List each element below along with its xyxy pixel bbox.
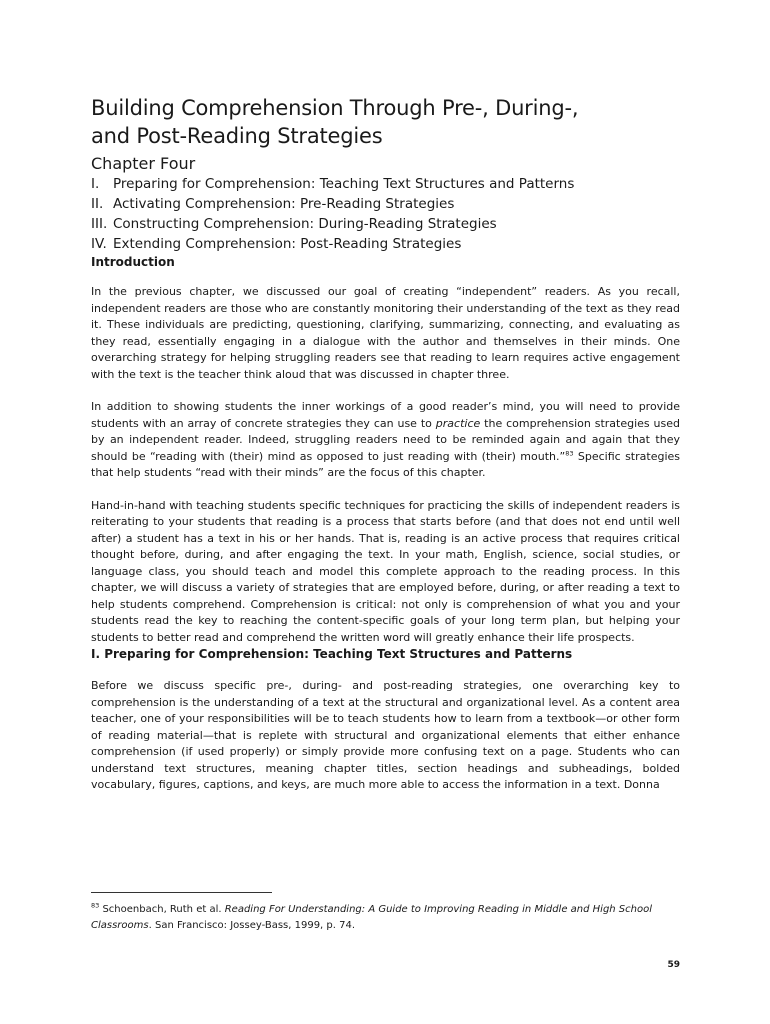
page-number: 59 <box>667 960 680 970</box>
footnote-publication: . San Francisco: Jossey-Bass, 1999, p. 74. <box>148 920 356 931</box>
outline-item <box>91 174 680 194</box>
paragraph-2-text-a: In addition to showing students the inner workings of a good reader’s mind, you will need to provide students with an array of concrete strategies they can use to <box>91 400 680 430</box>
footnote-ref[interactable]: 83 <box>565 448 574 457</box>
footnote-title: Reading For Understanding: A Guide to Improving Reading in Middle and High School Classrooms <box>91 904 653 931</box>
outline-item <box>91 194 680 214</box>
title-line-1: Building Comprehension Through Pre-, During-, <box>91 96 579 120</box>
section-1-heading: I. Preparing for Comprehension: Teaching Text Structures and Patterns <box>91 647 573 661</box>
footnote-number: 83 <box>91 901 100 910</box>
chapter-label: Chapter Four <box>91 154 196 173</box>
footnote <box>91 902 680 934</box>
outline-number: III. <box>91 216 108 232</box>
paragraph-2-text-c: Specific strategies that help students “read with their minds” are the focus of this chapter. <box>91 449 680 479</box>
paragraph-1: In the previous chapter, we discussed our goal of creating “independent” readers. As you recall, independent readers are those who are constantly monitoring their understanding of the text as they read it. These individuals are predicting, questioning, clarifying, summarizing, connecting, and evaluating as they read, essentially engaging in a dialogue with the author and themselves in their minds. One overarching strategy for helping struggling readers see that reading to learn requires active engagement with the text is the teacher think aloud that was discussed in chapter three. <box>91 285 680 381</box>
paragraph-2-text-b: the comprehension strategies used by an independent reader. Indeed, struggling readers need to be reminded again and again that they should be “reading with (their) mind as opposed to just reading with (their) mouth.” <box>91 416 680 463</box>
paragraph-3: Hand-in-hand with teaching students specific techniques for practicing the skills of independent readers is reiterating to your students that reading is a process that starts before (and that does not end until well after) a student has a text in his or her hands. That is, reading is an active process that requires critical thought before, during, and after engaging the text. In your math, English, science, social studies, or language class, you should teach and model this complete approach to the reading process. In this chapter, we will discuss a variety of strategies that are employed before, during, or after reading a text to help students comprehend. Comprehension is critical: not only is comprehension of what you and your students read the key to reaching the content-specific goals of your long term plan, but helping your students to better read and comprehend the written word will greatly enhance their life prospects. <box>91 498 680 644</box>
footnote-divider <box>91 892 272 893</box>
outline-number: I. <box>91 176 100 192</box>
outline-number: IV. <box>91 236 107 252</box>
footnote-author: Schoenbach, Ruth et al. <box>99 904 225 915</box>
outline-text: Extending Comprehension: Post-Reading Strategies <box>113 236 462 252</box>
outline-text: Constructing Comprehension: During-Reading Strategies <box>113 216 497 232</box>
introduction-heading: Introduction <box>91 255 175 269</box>
page-content <box>91 94 680 794</box>
outline-item <box>91 234 680 254</box>
outline-item <box>91 214 680 234</box>
title-line-2: and Post-Reading Strategies <box>91 124 383 148</box>
paragraph-2 <box>91 399 680 482</box>
outline-number: II. <box>91 196 104 212</box>
chapter-title <box>91 94 680 150</box>
chapter-outline <box>91 174 680 254</box>
outline-text: Preparing for Comprehension: Teaching Text Structures and Patterns <box>113 176 575 192</box>
emphasis-practice: practice <box>435 416 481 430</box>
paragraph-4: Before we discuss specific pre-, during- and post-reading strategies, one overarching key to comprehension is the understanding of a text at the structural and organizational level. As a content area teacher, one of your responsibilities will be to teach students how to learn from a textbook—or other form of reading material—that is replete with structural and organizational elements that either enhance comprehension (if used properly) or simply provide more confusing text on a page. Students who can understand text structures, meaning chapter titles, section headings and subheadings, bolded vocabulary, figures, captions, and keys, are much more able to access the information in a text. Donna <box>91 679 680 791</box>
outline-text: Activating Comprehension: Pre-Reading Strategies <box>113 196 455 212</box>
